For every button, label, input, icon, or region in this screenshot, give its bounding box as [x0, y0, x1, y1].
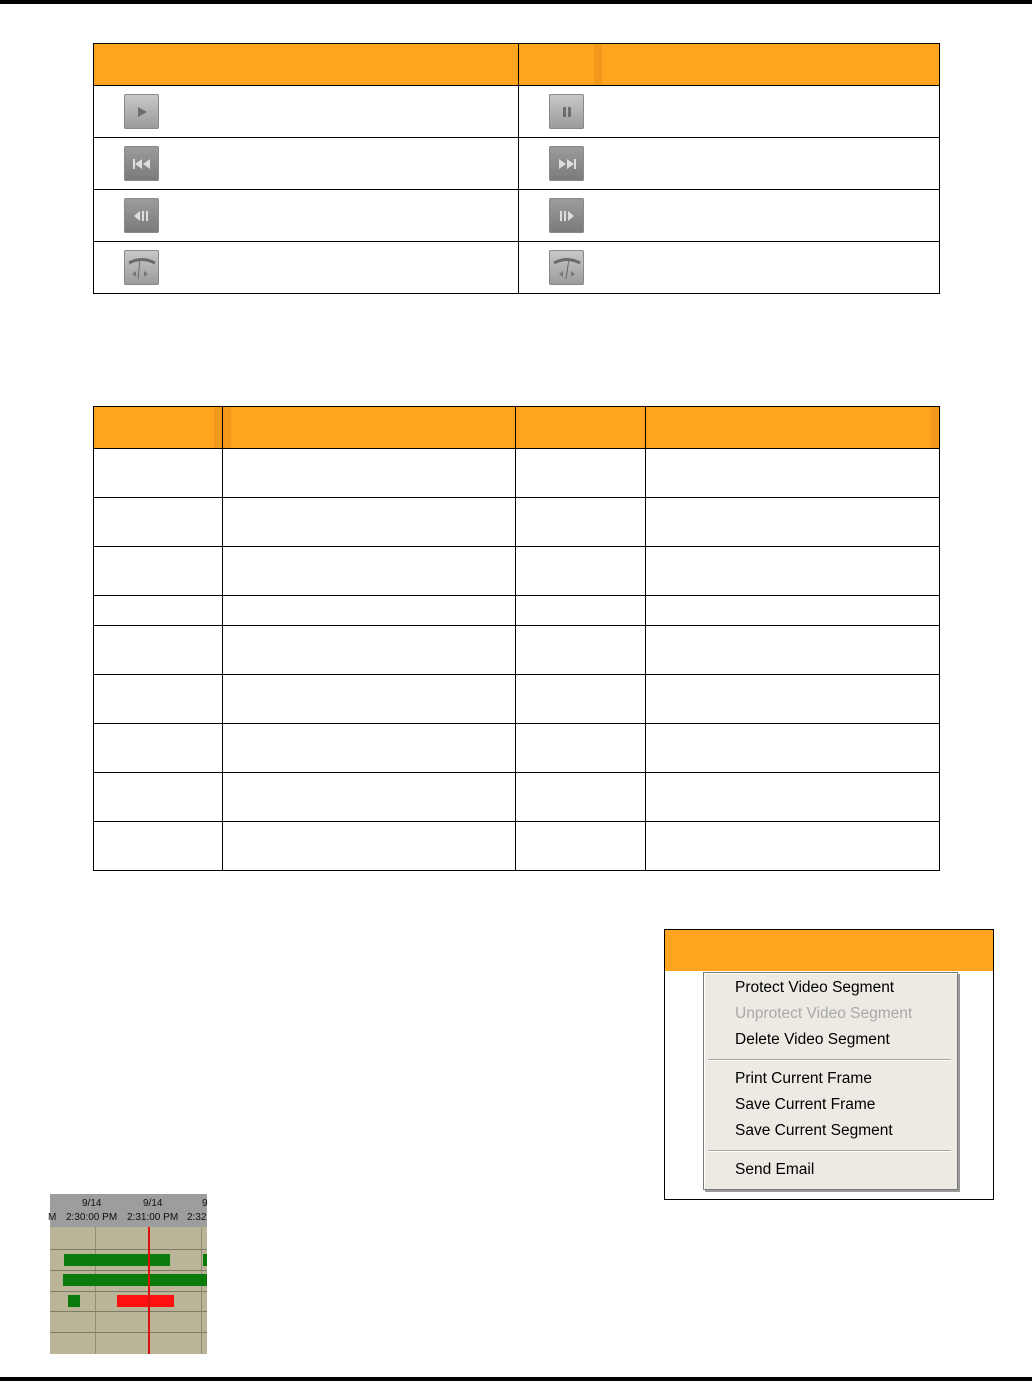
recording-segment[interactable]: [203, 1254, 207, 1266]
table-cell: [519, 138, 940, 190]
table-cell: [519, 242, 940, 294]
table-row: [94, 724, 940, 773]
playback-controls-table: [93, 43, 940, 294]
table-row: [94, 596, 940, 626]
menu-item-delete-video-segment[interactable]: Delete Video Segment: [735, 1031, 890, 1048]
header-cell: [94, 407, 223, 449]
context-menu-figure: [664, 929, 994, 1200]
skip-forward-icon[interactable]: [549, 146, 584, 181]
table-row: [94, 822, 940, 871]
skip-backward-icon[interactable]: [124, 146, 159, 181]
table-row: [94, 86, 940, 138]
table-cell: [94, 242, 519, 294]
timeline-header: [50, 1194, 207, 1227]
menu-item-send-email[interactable]: Send Email: [735, 1161, 815, 1178]
step-frame-backward-icon[interactable]: [124, 198, 159, 233]
table-row: [94, 498, 940, 547]
table-row: [94, 242, 940, 294]
header-cell: [223, 407, 516, 449]
table-row: [94, 773, 940, 822]
menu-separator: [708, 1150, 951, 1152]
timeline-time: M: [48, 1212, 57, 1223]
menu-item-save-current-frame[interactable]: Save Current Frame: [735, 1096, 876, 1113]
menu-item-save-current-segment[interactable]: Save Current Segment: [735, 1122, 893, 1139]
header-cell: [94, 44, 519, 86]
table-row: [94, 675, 940, 724]
timeline-track-line: [50, 1249, 207, 1250]
header-cell: [516, 407, 646, 449]
table-row: [94, 547, 940, 596]
timeline-track-line: [50, 1311, 207, 1312]
bottom-rule: [0, 1377, 1032, 1381]
timeline-date: 9/14: [143, 1198, 163, 1209]
table-cell: [519, 86, 940, 138]
recording-segment[interactable]: [63, 1274, 207, 1286]
table-header-row: [94, 407, 940, 449]
timeline-track-line: [50, 1332, 207, 1333]
table-cell: [94, 86, 519, 138]
step-frame-forward-icon[interactable]: [549, 198, 584, 233]
recording-segment[interactable]: [68, 1295, 80, 1307]
recording-segment[interactable]: [64, 1254, 170, 1266]
timeline-time: 2:32: [187, 1212, 207, 1223]
play-icon[interactable]: [124, 94, 159, 129]
table-cell: [519, 190, 940, 242]
top-rule: [0, 0, 1032, 4]
menu-item-protect-video-segment[interactable]: Protect Video Segment: [735, 979, 895, 996]
timeline-time: 2:30:00 PM: [66, 1212, 118, 1223]
timeline-track-line: [50, 1270, 207, 1271]
figure-header: [665, 930, 993, 971]
pause-icon[interactable]: [549, 94, 584, 129]
table-cell: [94, 190, 519, 242]
timeline-track-line: [50, 1291, 207, 1292]
playhead-cursor[interactable]: [148, 1227, 150, 1354]
timeline[interactable]: [50, 1194, 207, 1354]
shuttle-slow-icon[interactable]: [124, 250, 159, 285]
menu-item-print-current-frame[interactable]: Print Current Frame: [735, 1070, 872, 1087]
table-row: [94, 138, 940, 190]
shuttle-fast-icon[interactable]: [549, 250, 584, 285]
table-cell: [94, 138, 519, 190]
table-row: [94, 449, 940, 498]
context-menu: [703, 972, 958, 1190]
table-header-row: [94, 44, 940, 86]
protected-segment[interactable]: [117, 1295, 174, 1307]
table-row: [94, 190, 940, 242]
timeline-date: 9/14: [82, 1198, 102, 1209]
header-cell: [646, 407, 940, 449]
timeline-date: 9: [202, 1198, 208, 1209]
timeline-time: 2:31:00 PM: [127, 1212, 179, 1223]
table-row: [94, 626, 940, 675]
menu-separator: [708, 1059, 951, 1061]
menu-item-unprotect-video-segment[interactable]: Unprotect Video Segment: [735, 1005, 913, 1022]
shortcut-table: [93, 406, 940, 871]
header-cell: [519, 44, 940, 86]
